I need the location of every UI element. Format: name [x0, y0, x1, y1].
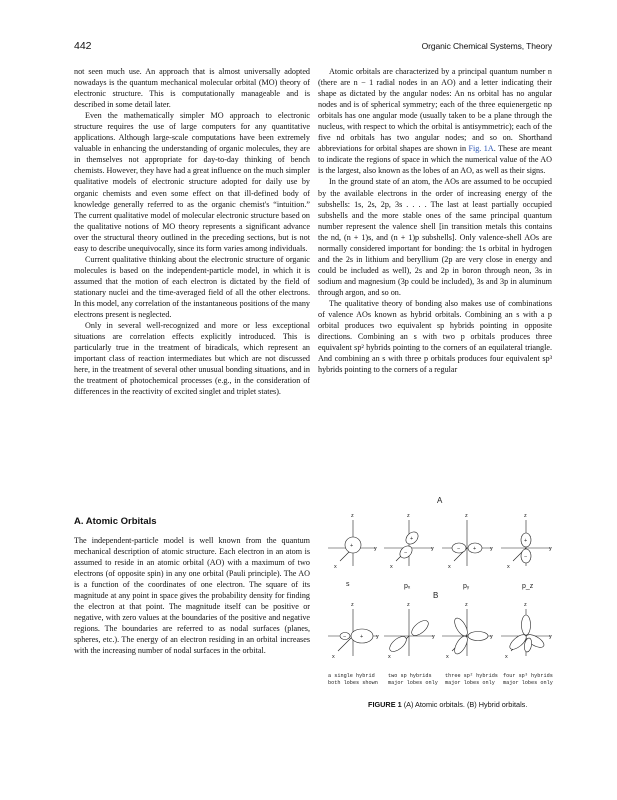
- sp2-axis-y: y: [490, 634, 493, 640]
- left-paragraph-4: Only in several well-recognized and more or less exceptional situations are correlation effects explicitly introduced. This is particularly true in the treatment of biradicals, which represent an important class of reaction intermediates but which are not discussed here, in the treatment of several other unusual bonding situations, and in the treatment of photochemical processes (e.g., in the consideration of differences in the reactivity of excited singlet and triplet states).: [74, 321, 310, 397]
- px-axis-y: y: [431, 546, 434, 552]
- hybrid-label-3a: three sp² hybrids: [445, 673, 498, 679]
- px-orbital-diagram: [384, 520, 433, 566]
- sp-hybrids-diagram: [384, 609, 434, 656]
- panel-a-label: A: [437, 496, 443, 505]
- hybrid-label-1b: both lobes shown: [328, 680, 378, 686]
- sp3-axis-x: x: [505, 654, 508, 660]
- hybrid-label-4a: four sp³ hybrids: [503, 673, 553, 679]
- hybrid1-sign-plus: +: [360, 634, 364, 640]
- px-axis-z: z: [407, 513, 410, 519]
- sp3-hybrids-diagram: [501, 609, 551, 656]
- sp2-axis-x: x: [446, 654, 449, 660]
- pz-sign-minus: −: [524, 554, 528, 560]
- sp-axis-z: z: [407, 602, 410, 608]
- label-s: s: [346, 581, 350, 588]
- label-py: pᵧ: [463, 583, 470, 590]
- px-sign-plus: +: [410, 536, 414, 542]
- orbital-figure: [318, 496, 562, 702]
- hybrid-label-2a: two sp hybrids: [388, 673, 432, 679]
- pz-axis-z: z: [524, 513, 527, 519]
- page-number: 442: [74, 40, 92, 52]
- caption-label: FIGURE 1: [368, 700, 402, 709]
- sp2-hybrids-diagram: [442, 609, 492, 656]
- s-axis-z: z: [351, 513, 354, 519]
- py-sign-plus: +: [473, 546, 477, 552]
- section-paragraph: The independent-particle model is well known from the quantum mechanical description of atomic structure. Each electron in an atom is assumed to reside in an atomic orbital (AO) with a maximum of two electrons (of opposite spin) in any one orbital (Pauli principle). The AO is a function of the coordinates of one electron. The square of its magnitude at any point in space gives the probability density for finding the electron at that point. The magnitude itself can be positive or negative, with zero values at the boundaries of the positive and negative regions. The boundaries are referred to as nodal surfaces (planes, spheres, etc.). The energy of an electron residing in an orbital increases with the increasing number of nodal surfaces in the orbital.: [74, 536, 310, 656]
- right-column: [318, 66, 552, 375]
- py-axis-y: y: [490, 546, 493, 552]
- py-orbital-diagram: [442, 520, 492, 566]
- sp-axis-y: y: [432, 634, 435, 640]
- panel-b-label: B: [433, 591, 439, 600]
- hybrid1-axis-y: y: [376, 634, 379, 640]
- figure-caption: [368, 700, 527, 709]
- px-axis-x: x: [390, 564, 393, 570]
- right-paragraph-3: The qualitative theory of bonding also makes use of combinations of valence AOs known as hybrid orbitals. Combining an s with a p orbital produces two equivalent sp hybrids pointing in opposite directions. Combining an s with two p orbitals produces three equivalent sp² hybrids pointing to the corners of an equilateral triangle. And combining an s with three p orbitals produces four equivalent sp³ hybrids pointing to the corners of a regular: [318, 298, 552, 375]
- hybrid1-sign-minus: −: [343, 634, 347, 640]
- caption-text: (A) Atomic orbitals. (B) Hybrid orbitals.: [403, 700, 528, 709]
- hybrid-label-2b: major lobes only: [388, 680, 438, 686]
- hybrid-label-3b: major lobes only: [445, 680, 495, 686]
- py-sign-minus: −: [457, 546, 461, 552]
- pz-sign-plus: +: [524, 538, 528, 544]
- hybrid-label-4b: major lobes only: [503, 680, 553, 686]
- pz-axis-y: y: [549, 546, 552, 552]
- right-paragraph-1-text-b: . These are meant to indicate the regions of space in which the numerical value of the AO is the largest, also known as the lobes of an AO, as well as their signs.: [318, 144, 552, 176]
- section-title: A. Atomic Orbitals: [74, 516, 157, 527]
- single-hybrid-diagram: [328, 609, 378, 656]
- left-paragraph-3: Current qualitative thinking about the electronic structure of organic molecules is based on the independent-particle model, in which it is assumed that the motion of each electron is dictated by the field of stationary nuclei and the time-averaged field of all the other electrons. In this model, any correlation of the instantaneous positions of the many electrons present is neglected.: [74, 254, 310, 320]
- left-column: [74, 66, 310, 397]
- s-sign-plus: +: [350, 543, 354, 549]
- hybrid1-axis-x: x: [332, 654, 335, 660]
- right-paragraph-1-text-a: Atomic orbitals are characterized by a principal quantum number n (there are n − 1 radial nodes in an AO) and a letter indicating their shape as dictated by the angular nodes: An ns orbital has no angular nodes and is of spherical symmetry; each of the three equienergetic np orbitals has one angular mode (usually taken to be a plane through the nucleus, with respect to which the orbital is antisymmetric); each of the five nd orbitals has two angular nodes; and so on. Shorthand abbreviations for orbital shapes are shown in: [318, 67, 552, 154]
- sp2-axis-z: z: [465, 602, 468, 608]
- label-pz: p_z: [522, 583, 534, 590]
- hybrid1-axis-z: z: [351, 602, 354, 608]
- py-axis-z: z: [465, 513, 468, 519]
- right-paragraph-1: [318, 66, 552, 176]
- left-column-section: [74, 535, 310, 657]
- hybrid-label-1a: a single hybrid: [328, 673, 375, 679]
- running-title: Organic Chemical Systems, Theory: [421, 41, 552, 51]
- left-paragraph-1: not seen much use. An approach that is almost universally adopted nowadays is the quantum mechanical molecular orbital (MO) theory of electronic structure. This is computationally manageable and is described in some detail later.: [74, 67, 310, 110]
- s-axis-x: x: [334, 564, 337, 570]
- pz-axis-x: x: [507, 564, 510, 570]
- figure-link[interactable]: Fig. 1A: [468, 144, 494, 154]
- s-axis-y: y: [374, 546, 377, 552]
- py-axis-x: x: [448, 564, 451, 570]
- label-px: pₓ: [404, 583, 411, 590]
- sp3-axis-z: z: [524, 602, 527, 608]
- right-paragraph-2: In the ground state of an atom, the AOs are assumed to be occupied by the available electrons in the order of increasing energy of the subshells: 1s, 2s, 2p, 3s . . . . The last at least partially occupied subshells and the more stable ones of the same principal quantum number represent the valence shell [in transition metals this contains the nd, (n + 1)s, and (n + 1)p subshells]. Only valence-shell AOs are normally considered important for bonding: the 1s orbital in hydrogen and the 2s in lithium and beryllium (2p are very close in energy and could be included as well), 2s and 2p in boron through neon, 3s in sodium and magnesium (3p could be included), 3s and 3p in aluminum through argon, and so on.: [318, 177, 552, 297]
- sp3-axis-y: y: [549, 634, 552, 640]
- sp-axis-x: x: [388, 654, 391, 660]
- px-sign-minus: −: [404, 550, 408, 556]
- left-paragraph-2: Even the mathematically simpler MO approach to electronic structure requires the use of large computers for any quantitative applications. Although large-scale computations have been extremely valuable in enhancing the understanding of organic molecules, they are in themselves not appropriate for day-to-day thinking of bench chemists. However, they have had a great influence on the much simpler qualitative models of electronic structure adopted for daily use by organic chemists and even some effect on that ill-defined body of knowledge generally referred to as the organic chemist's “intuition.” The current qualitative model of molecular electronic structure based on the qualitative notions of MO theory represents a significant advance over the structural theory outlined in the preceding sections, but is not easy to describe unequivocally, since its form varies among individuals.: [74, 111, 310, 253]
